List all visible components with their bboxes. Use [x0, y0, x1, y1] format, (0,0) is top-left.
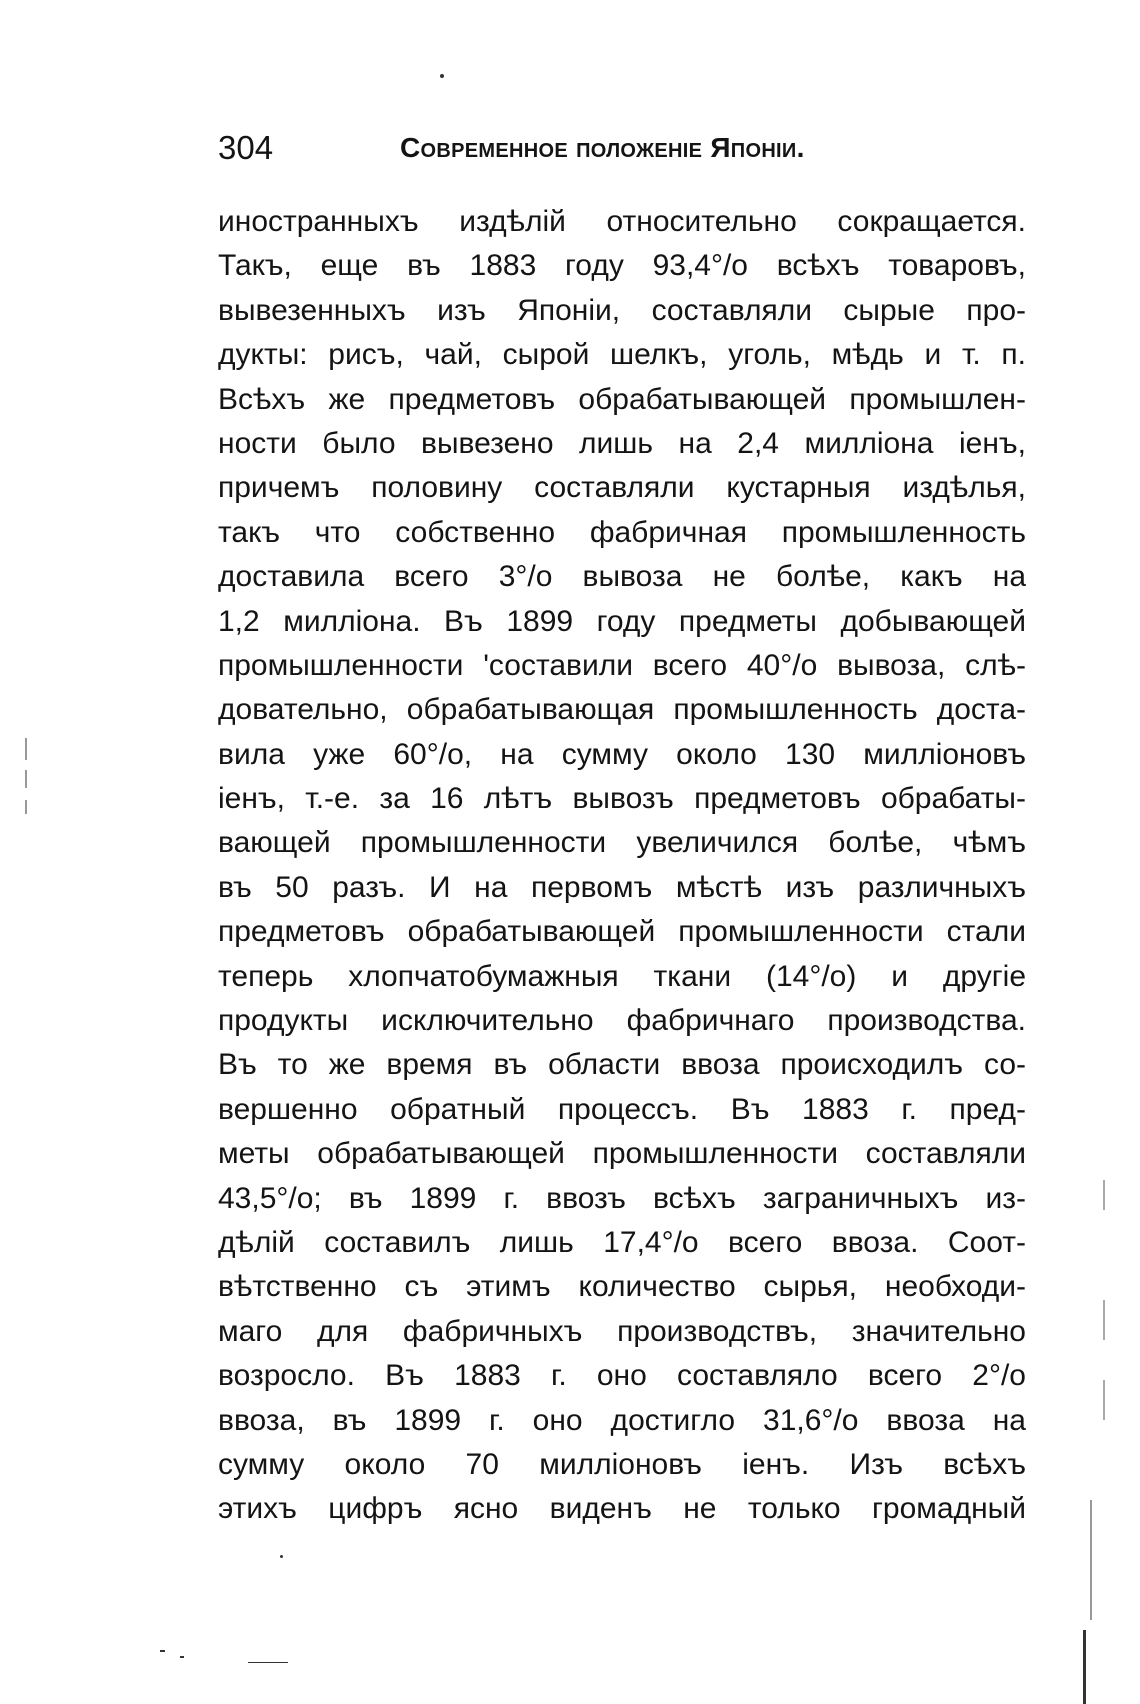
text-line: вершенно обратный процессъ. Въ 1883 г. пред- [218, 1092, 1026, 1126]
text-line: ности было вывезено лишь на 2,4 милліона іенъ, [218, 426, 1026, 460]
text-line: возросло. Въ 1883 г. оно составляло всего 2°/o [218, 1359, 1026, 1393]
text-line: Въ то же время въ области ввоза происходилъ со- [218, 1048, 1026, 1082]
text-line: Всѣхъ же предметовъ обрабатывающей промышлен- [218, 382, 1026, 416]
text-line: маго для фабричныхъ производствъ, значительно [218, 1314, 1026, 1348]
text-line: вѣтственно съ этимъ количество сырья, необходи- [218, 1270, 1026, 1304]
text-line: промышленности 'составили всего 40°/o вывоза, слѣ- [218, 648, 1026, 682]
text-line: іенъ, т.-е. за 16 лѣтъ вывозъ предметовъ обрабаты- [218, 782, 1026, 816]
scan-edge-mark [1103, 1180, 1105, 1210]
scan-speck [248, 1662, 288, 1663]
scan-speck [440, 74, 444, 78]
scan-edge-mark [1090, 1500, 1092, 1620]
text-line: предметовъ обрабатывающей промышленности стали [218, 915, 1026, 949]
text-line: сумму около 70 милліоновъ іенъ. Изъ всѣхъ [218, 1447, 1026, 1481]
text-line: 1,2 милліона. Въ 1899 году предметы добывающей [218, 604, 1026, 638]
scan-edge-mark [25, 800, 27, 814]
text-line: довательно, обрабатывающая промышленность доста- [218, 693, 1026, 727]
page-header [218, 126, 978, 170]
text-line: теперь хлопчатобумажныя ткани (14°/o) и другіе [218, 959, 1026, 993]
scan-edge-mark [1103, 1380, 1105, 1420]
text-line: иностранныхъ издѣлій относительно сокращается. [218, 205, 1026, 238]
text-line: такъ что собственно фабричная промышленность [218, 515, 1026, 549]
running-title: Современное положеніе Японіи. [400, 132, 805, 163]
text-line: этихъ цифръ ясно виденъ не только громадный [218, 1492, 1026, 1526]
text-line: ввоза, въ 1899 г. оно достигло 31,6°/o ввоза на [218, 1403, 1026, 1437]
text-line: продукты исключительно фабричнаго производства. [218, 1004, 1026, 1038]
text-line: вающей промышленности увеличился болѣе, чѣмъ [218, 826, 1026, 860]
text-line: дѣлій составилъ лишь 17,4°/o всего ввоза. Соот- [218, 1225, 1026, 1259]
scan-speck [160, 1650, 165, 1652]
text-line: причемъ половину составляли кустарныя издѣлья, [218, 471, 1026, 505]
text-line: вила уже 60°/o, на сумму около 130 милліоновъ [218, 737, 1026, 771]
body-text [218, 200, 1026, 1532]
text-line: въ 50 разъ. И на первомъ мѣстѣ изъ различныхъ [218, 870, 1026, 904]
text-line: вывезенныхъ изъ Японіи, составляли сырые про- [218, 293, 1026, 327]
scan-edge-mark [25, 738, 27, 760]
scan-edge-mark [1083, 1630, 1086, 1704]
scan-speck [280, 1555, 283, 1558]
scan-edge-mark [25, 770, 27, 788]
text-line: Такъ, еще въ 1883 году 93,4°/o всѣхъ товаровъ, [218, 249, 1026, 283]
text-line: 43,5°/o; въ 1899 г. ввозъ всѣхъ заграничныхъ из- [218, 1181, 1026, 1215]
text-line: меты обрабатывающей промышленности составляли [218, 1137, 1026, 1171]
scan-edge-mark [1103, 1300, 1105, 1340]
page-number: 304 [218, 129, 274, 166]
text-line: дукты: рисъ, чай, сырой шелкъ, уголь, мѣдь и т. п. [218, 338, 1026, 372]
text-line: доставила всего 3°/o вывоза не болѣе, какъ на [218, 560, 1026, 594]
scan-speck [180, 1656, 184, 1658]
